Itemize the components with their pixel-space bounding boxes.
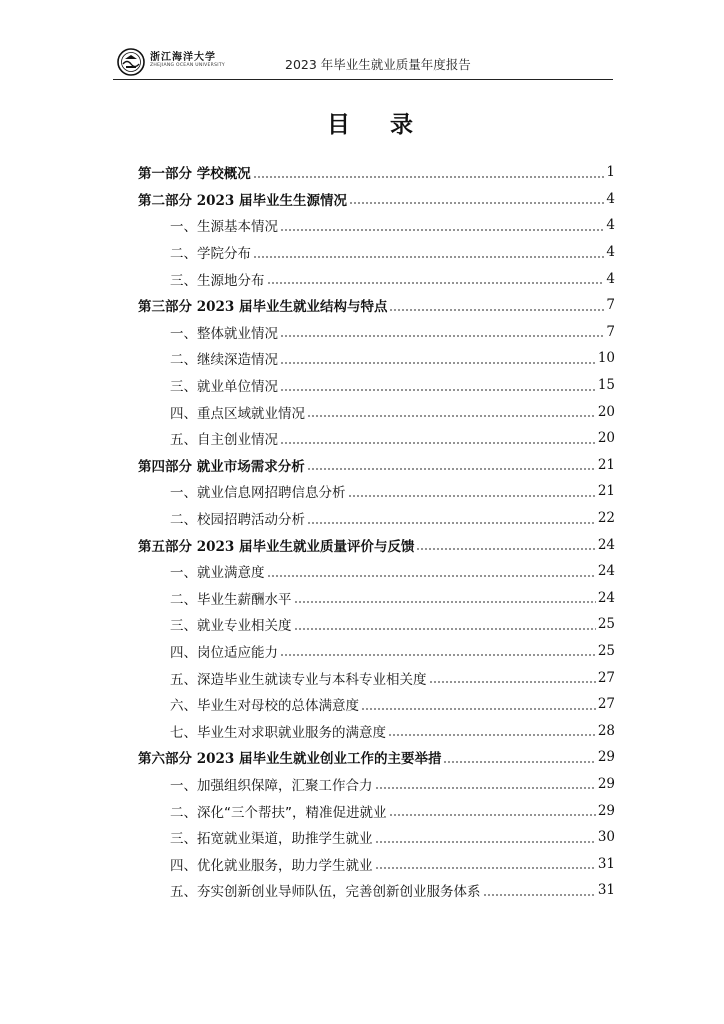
toc-part-entry[interactable]	[138, 159, 615, 186]
toc-section-entry[interactable]	[138, 877, 615, 904]
dot-leader	[294, 601, 596, 603]
toc-page-number: 29	[597, 802, 615, 819]
toc-page-number: 1	[606, 164, 615, 181]
dot-leader	[267, 282, 605, 284]
dot-leader	[443, 761, 595, 763]
toc-page-number: 25	[597, 616, 615, 633]
toc-section-entry[interactable]	[138, 345, 615, 372]
toc-section-entry[interactable]	[138, 771, 615, 798]
toc-section-entry[interactable]	[138, 824, 615, 851]
toc-entry-label: 第二部分 2023 届毕业生生源情况	[138, 192, 347, 209]
toc-section-entry[interactable]	[138, 372, 615, 399]
page-header	[113, 44, 613, 80]
toc-section-entry[interactable]	[138, 239, 615, 266]
toc-page-number: 4	[606, 270, 615, 287]
dot-leader	[349, 202, 604, 204]
toc-section-entry[interactable]	[138, 850, 615, 877]
logo-text: 浙江海洋大学	[150, 52, 216, 63]
toc-section-entry[interactable]	[138, 611, 615, 638]
toc-entry-label: 六、毕业生对母校的总体满意度	[170, 698, 359, 715]
toc-page-number: 28	[597, 722, 615, 739]
toc-section-entry[interactable]	[138, 638, 615, 665]
toc-page-number: 24	[597, 589, 615, 606]
header-title: 2023 年毕业生就业质量年度报告	[285, 57, 471, 72]
toc-section-entry[interactable]	[138, 478, 615, 505]
toc-page-number: 31	[597, 882, 615, 899]
toc-entry-label: 三、就业专业相关度	[170, 618, 292, 635]
toc-section-entry[interactable]	[138, 558, 615, 585]
dot-leader	[375, 867, 596, 869]
toc-page-number: 7	[606, 323, 615, 340]
toc-section-entry[interactable]	[138, 585, 615, 612]
toc-page-number: 20	[597, 430, 615, 447]
toc-part-entry[interactable]	[138, 744, 615, 771]
toc-page-number: 4	[606, 217, 615, 234]
dot-leader	[267, 575, 596, 577]
toc-entry-label: 第五部分 2023 届毕业生就业质量评价与反馈	[138, 538, 415, 555]
university-logo-icon	[117, 48, 145, 76]
toc-page-number: 10	[597, 350, 615, 367]
dot-leader	[375, 841, 596, 843]
dot-leader	[307, 415, 596, 417]
dot-leader	[280, 654, 596, 656]
toc-page-number: 24	[597, 563, 615, 580]
dot-leader	[280, 229, 604, 231]
dot-leader	[348, 495, 596, 497]
toc-part-entry[interactable]	[138, 186, 615, 213]
toc-section-entry[interactable]	[138, 212, 615, 239]
toc-page-number: 27	[597, 669, 615, 686]
dot-leader	[388, 734, 596, 736]
dot-leader	[280, 389, 596, 391]
dot-leader	[389, 814, 596, 816]
toc-entry-label: 二、校园招聘活动分析	[170, 512, 305, 529]
toc-part-entry[interactable]	[138, 452, 615, 479]
dot-leader	[280, 362, 596, 364]
toc-entry-label: 四、岗位适应能力	[170, 644, 278, 661]
toc-part-entry[interactable]	[138, 292, 615, 319]
toc-part-entry[interactable]	[138, 531, 615, 558]
toc-section-entry[interactable]	[138, 717, 615, 744]
dot-leader	[416, 548, 595, 550]
toc-entry-label: 一、就业满意度	[170, 565, 265, 582]
toc-section-entry[interactable]	[138, 691, 615, 718]
toc-page-number: 15	[597, 377, 615, 394]
toc-page-number: 31	[597, 855, 615, 872]
toc-entry-label: 二、毕业生薪酬水平	[170, 591, 292, 608]
dot-leader	[483, 894, 596, 896]
toc-entry-label: 第四部分 就业市场需求分析	[138, 458, 305, 475]
toc-page-number: 7	[606, 297, 615, 314]
toc-entry-label: 一、加强组织保障，汇聚工作合力	[170, 777, 373, 794]
dot-leader	[294, 628, 596, 630]
toc-page-number: 21	[597, 483, 615, 500]
toc-entry-label: 一、整体就业情况	[170, 325, 278, 342]
toc-section-entry[interactable]	[138, 319, 615, 346]
toc-page-number: 29	[597, 775, 615, 792]
toc-entry-label: 一、就业信息网招聘信息分析	[170, 485, 346, 502]
toc-section-entry[interactable]	[138, 425, 615, 452]
dot-leader	[280, 335, 604, 337]
toc-page-number: 24	[597, 536, 615, 553]
toc-page-number: 25	[597, 642, 615, 659]
toc-page-number: 4	[606, 190, 615, 207]
dot-leader	[429, 681, 596, 683]
table-of-contents	[138, 159, 615, 904]
toc-entry-label: 三、拓宽就业渠道，助推学生就业	[170, 831, 373, 848]
toc-section-entry[interactable]	[138, 664, 615, 691]
toc-page-number: 30	[597, 829, 615, 846]
toc-section-entry[interactable]	[138, 398, 615, 425]
dot-leader	[361, 708, 596, 710]
toc-section-entry[interactable]	[138, 797, 615, 824]
toc-entry-label: 三、生源地分布	[170, 272, 265, 289]
toc-entry-label: 第三部分 2023 届毕业生就业结构与特点	[138, 299, 388, 316]
toc-entry-label: 三、就业单位情况	[170, 379, 278, 396]
dot-leader	[253, 256, 604, 258]
toc-entry-label: 四、重点区域就业情况	[170, 405, 305, 422]
toc-entry-label: 七、毕业生对求职就业服务的满意度	[170, 724, 386, 741]
dot-leader	[307, 468, 596, 470]
dot-leader	[253, 176, 605, 178]
toc-entry-label: 四、优化就业服务，助力学生就业	[170, 857, 373, 874]
logo-subtext: ZHEJIANG OCEAN UNIVERSITY	[150, 63, 225, 68]
page-title: 目 录	[326, 111, 429, 138]
toc-page-number: 29	[597, 749, 615, 766]
header-divider	[113, 79, 613, 80]
toc-entry-label: 一、生源基本情况	[170, 219, 278, 236]
toc-page-number: 22	[597, 510, 615, 527]
toc-entry-label: 五、夯实创新创业导师队伍，完善创新创业服务体系	[170, 884, 481, 901]
toc-page-number: 20	[597, 403, 615, 420]
toc-entry-label: 五、自主创业情况	[170, 432, 278, 449]
toc-section-entry[interactable]	[138, 505, 615, 532]
toc-entry-label: 五、深造毕业生就读专业与本科专业相关度	[170, 671, 427, 688]
toc-entry-label: 二、深化“三个帮扶”，精准促进就业	[170, 804, 387, 821]
toc-page-number: 21	[597, 456, 615, 473]
toc-entry-label: 第六部分 2023 届毕业生就业创业工作的主要举措	[138, 751, 442, 768]
toc-entry-label: 二、继续深造情况	[170, 352, 278, 369]
toc-page-number: 4	[606, 244, 615, 261]
toc-page-number: 27	[597, 696, 615, 713]
toc-entry-label: 二、学院分布	[170, 246, 251, 263]
dot-leader	[389, 309, 604, 311]
toc-section-entry[interactable]	[138, 265, 615, 292]
dot-leader	[280, 442, 596, 444]
toc-entry-label: 第一部分 学校概况	[138, 166, 251, 183]
dot-leader	[307, 522, 596, 524]
dot-leader	[375, 787, 596, 789]
